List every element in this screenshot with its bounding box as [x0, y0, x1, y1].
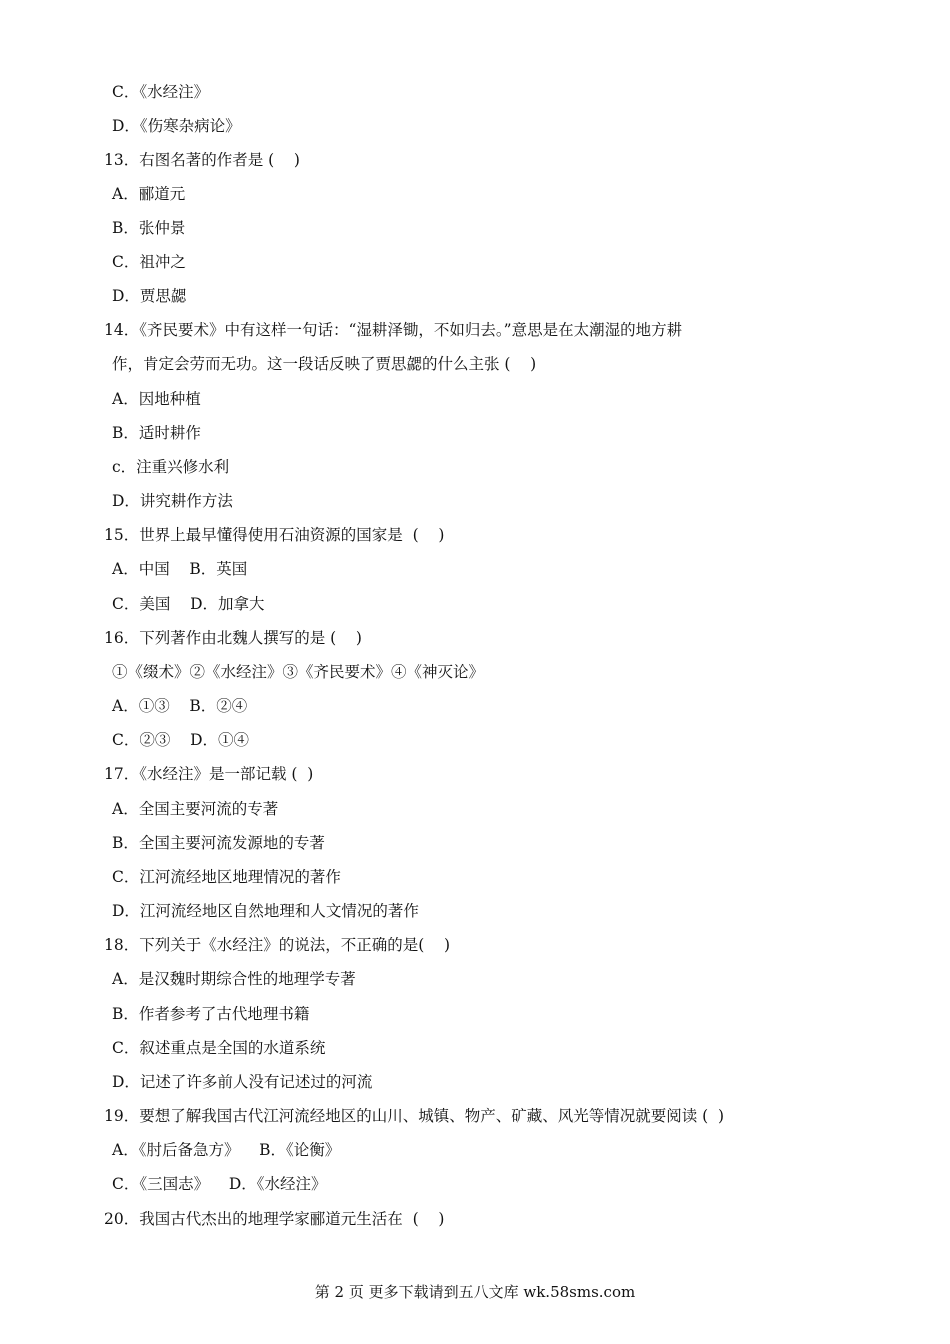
q16-options-cd: C．②③ D．①④: [112, 731, 249, 749]
q17-option-b: B．全国主要河流发源地的专著: [112, 834, 325, 852]
q17-option-a: A．全国主要河流的专著: [112, 800, 279, 818]
q15-options-ab: A．中国 B．英国: [112, 560, 248, 578]
q13-option-a: A．郦道元: [112, 185, 186, 203]
q14-option-a: A．因地种植: [112, 390, 201, 408]
question-15: 15．世界上最早懂得使用石油资源的国家是 ( ): [104, 526, 445, 544]
q18-option-a: A．是汉魏时期综合性的地理学专著: [112, 970, 356, 988]
question-19: 19．要想了解我国古代江河流经地区的山川、城镇、物产、矿藏、风光等情况就要阅读 ( ): [104, 1107, 725, 1125]
q15-options-cd: C．美国 D．加拿大: [112, 595, 265, 613]
question-17: 17．《水经注》是一部记载 ( ): [104, 765, 314, 783]
q14-option-c: c．注重兴修水利: [112, 458, 230, 476]
q13-option-d: D．贾思勰: [112, 287, 187, 305]
question-16: 16．下列著作由北魏人撰写的是 ( ): [104, 629, 362, 647]
question-13: 13．右图名著的作者是 ( ): [104, 151, 300, 169]
q18-option-c: C．叙述重点是全国的水道系统: [112, 1039, 326, 1057]
q14-option-d: D．讲究耕作方法: [112, 492, 233, 510]
q17-option-c: C．江河流经地区地理情况的著作: [112, 868, 341, 886]
question-14: 14．《齐民要术》中有这样一句话：“湿耕泽锄，不如归去。”意思是在太潮湿的地方耕: [104, 321, 683, 339]
q12-option-c: C．《水经注》: [112, 83, 210, 101]
page-footer: 第 2 页 更多下载请到五八文库 wk.58sms.com: [314, 1283, 636, 1301]
question-20: 20．我国古代杰出的地理学家郦道元生活在 ( ): [104, 1210, 445, 1228]
q18-option-b: B．作者参考了古代地理书籍: [112, 1005, 310, 1023]
q18-option-d: D．记述了许多前人没有记述过的河流: [112, 1073, 373, 1091]
question-18: 18．下列关于《水经注》的说法，不正确的是( ): [104, 936, 451, 954]
q13-option-c: C．祖冲之: [112, 253, 186, 271]
q13-option-b: B．张仲景: [112, 219, 186, 237]
q19-options-cd: C．《三国志》 D．《水经注》: [112, 1175, 327, 1193]
q16-options-ab: A．①③ B．②④: [112, 697, 248, 715]
q19-options-ab: A．《肘后备急方》 B．《论衡》: [112, 1141, 341, 1159]
q16-items: ①《缀术》②《水经注》③《齐民要术》④《神灭论》: [112, 663, 485, 681]
q12-option-d: D．《伤寒杂病论》: [112, 117, 241, 135]
q17-option-d: D．江河流经地区自然地理和人文情况的著作: [112, 902, 419, 920]
q14-option-b: B．适时耕作: [112, 424, 201, 442]
question-14-continued: 作，肯定会劳而无功。这一段话反映了贾思勰的什么主张 ( ): [112, 355, 537, 373]
